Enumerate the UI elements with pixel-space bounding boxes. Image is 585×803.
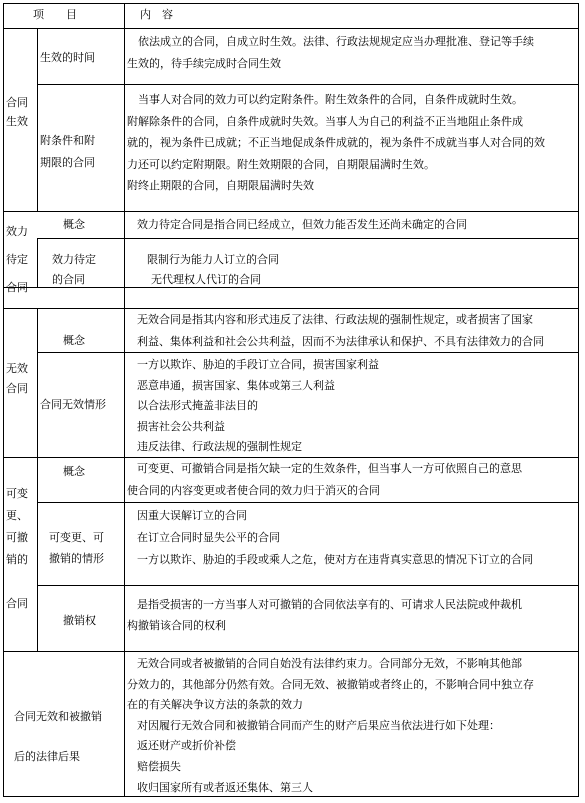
effect-time-label: 生效的时间	[40, 51, 95, 64]
row-divider	[37, 585, 579, 586]
row-divider	[37, 238, 579, 239]
header-item: 项 目	[33, 8, 77, 21]
group-invalid-label: 无效 合同	[6, 362, 28, 395]
group-pending-label: 效力 待定 合同	[6, 225, 28, 294]
invalid-cases-label: 合同无效情形	[40, 398, 106, 411]
col-divider-sub	[37, 238, 38, 287]
row-divider	[3, 651, 579, 652]
row-divider	[3, 28, 579, 29]
voidable-concept-label: 概念	[63, 465, 85, 478]
voidable-right-text: 是指受损害的一方当事人对可撤销的合同依法享有的、可请求人民法院或仲裁机 构撤销该合同的权利	[127, 598, 522, 632]
voidable-cases-list: 因重大误解订立的合同 在订立合同时显失公平的合同 一方以欺诈、胁迫的手段或乘人之危，使对方在违背真实意思的情况下订立的合同	[137, 509, 533, 566]
invalid-cases-list: 一方以欺诈、胁迫的手段订立合同，损害国家利益 恶意串通，损害国家、集体或第三人利益 以合法形式掩盖非法目的 损害社会公共利益 违反法律、行政法规的强制性规定	[137, 358, 379, 453]
pending-concept-label: 概念	[63, 218, 85, 231]
header-content: 内 容	[140, 8, 173, 21]
pending-types-text: 限制行为能力人订立的合同 无代理权人代订的合同	[147, 253, 279, 286]
col-divider-content	[124, 3, 125, 797]
invalid-concept-text: 无效合同是指其内容和形式违反了法律、行政法规的强制性规定，或者损害了国家 利益、集体利益和社会公共利益，因而不为法律承认和保护、不具有法律效力的合同	[137, 313, 544, 348]
col-divider-sub	[37, 28, 38, 211]
row-divider	[3, 211, 579, 212]
voidable-concept-text: 可变更、可撤销合同是指欠缺一定的生效条件，但当事人一方可依照自己的意思 使合同的内容变更或者使合同的效力归于消灭的合同	[127, 462, 522, 497]
col-divider-sub	[37, 457, 38, 651]
group-effect-label: 合同 生效	[6, 96, 28, 128]
row-divider	[37, 84, 579, 85]
group-voidable-label: 可变 更、 可撤 销的 合同	[6, 487, 28, 610]
effect-conditions-text: 当事人对合同的效力可以约定附条件。附生效条件的合同，自条件成就时生效。 附解除条件的合同，自条件成就时失效。当事人为自己的利益不正当地阻止条件成 就的，视为条件已成就；不正当地促成条件成就的，视为条件不成就当事人对合同的效 力还可以约定附期限。附生效期限的合同，自期限届满时生效。 附终止期限的合同，自期限届满时失效	[127, 93, 545, 192]
voidable-right-label: 撤销权	[63, 614, 96, 627]
pending-types-label: 效力待定 的合同	[52, 253, 96, 286]
consequence-label: 合同无效和被撤销 后的法律后果	[14, 710, 102, 763]
invalid-concept-label: 概念	[63, 334, 85, 347]
col-divider-sub	[37, 308, 38, 457]
row-divider	[37, 502, 579, 503]
voidable-cases-label: 可变更、可 撤销的情形	[49, 531, 104, 565]
consequence-text: 无效合同或者被撤销的合同自始没有法律约束力。合同部分无效，不影响其他部 分效力的，其他部分仍然有效。合同无效、被撤销或者终止的，不影响合同中独立存 在的有关解决争议方法的条款的效力 对因履行无效合同和被撤销合同而产生的财产后果应当依法进行如下处理： 返还财产或折价补偿 赔偿损失 收归国家所有或者返还集体、第三人	[127, 657, 534, 794]
effect-conditions-label: 附条件和附 期限的合同	[40, 134, 95, 169]
effect-time-text: 依法成立的合同，自成立时生效。法律、行政法规规定应当办理批准、登记等手续 生效的，待手续完成时合同生效	[127, 35, 534, 70]
pending-concept-text: 效力待定合同是指合同已经成立，但效力能否发生还尚未确定的合同	[137, 218, 467, 231]
